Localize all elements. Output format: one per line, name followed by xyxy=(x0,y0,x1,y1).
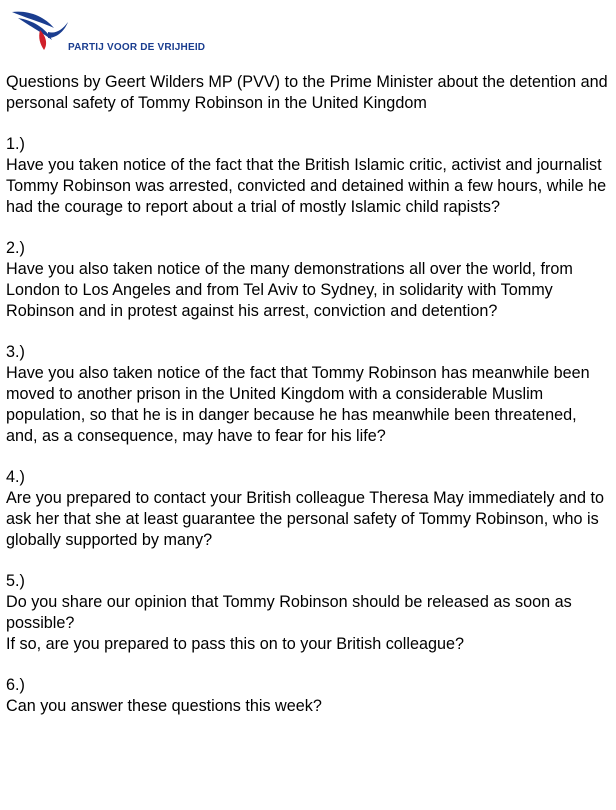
question-text: Have you taken notice of the fact that the British Islamic critic, activist and journalist Tommy Robinson was arrested, convicted and detained within a few hours, while he had the courage to report about a trial of mostly Islamic child rapists? xyxy=(6,156,607,216)
question-text: Can you answer these questions this week? xyxy=(6,696,322,715)
question-number: 4.) xyxy=(6,468,25,487)
question-text: Have you also taken notice of the many demonstrations all over the world, from London to Los Angeles and from Tel Aviv to Sydney, in solidarity with Tommy Robinson and in protest against his arrest, conviction and detention? xyxy=(6,260,573,320)
pvv-logo xyxy=(10,6,240,58)
question-number: 5.) xyxy=(6,572,25,591)
question-text: Are you prepared to contact your British colleague Theresa May immediately and to ask her that she at least guarantee the personal safety of Tommy Robinson, who is globally supported by many? xyxy=(6,488,605,549)
question-number: 2.) xyxy=(6,239,25,258)
question-3 xyxy=(6,342,610,446)
question-number: 6.) xyxy=(6,676,25,695)
question-2 xyxy=(6,238,610,321)
document-body xyxy=(6,72,610,738)
question-text: Have you also taken notice of the fact that Tommy Robinson has meanwhile been moved to another prison in the United Kingdom with a considerable Muslim population, so that he is in danger because he has meanwhile been threatened, and, as a consequence, may have to fear for his life? xyxy=(6,364,590,445)
question-number: 1.) xyxy=(6,135,25,154)
dove-icon xyxy=(10,6,70,56)
logo-text: PARTIJ VOOR DE VRIJHEID xyxy=(68,42,206,53)
question-text: If so, are you prepared to pass this on to your British colleague? xyxy=(6,634,465,653)
question-4 xyxy=(6,467,610,550)
question-number: 3.) xyxy=(6,343,25,362)
question-text: Do you share our opinion that Tommy Robinson should be released as soon as possible? xyxy=(6,592,572,632)
question-1 xyxy=(6,134,610,217)
document-title: Questions by Geert Wilders MP (PVV) to the Prime Minister about the detention and personal safety of Tommy Robinson in the United Kingdom xyxy=(6,73,608,112)
question-5 xyxy=(6,571,610,654)
question-6 xyxy=(6,675,610,717)
